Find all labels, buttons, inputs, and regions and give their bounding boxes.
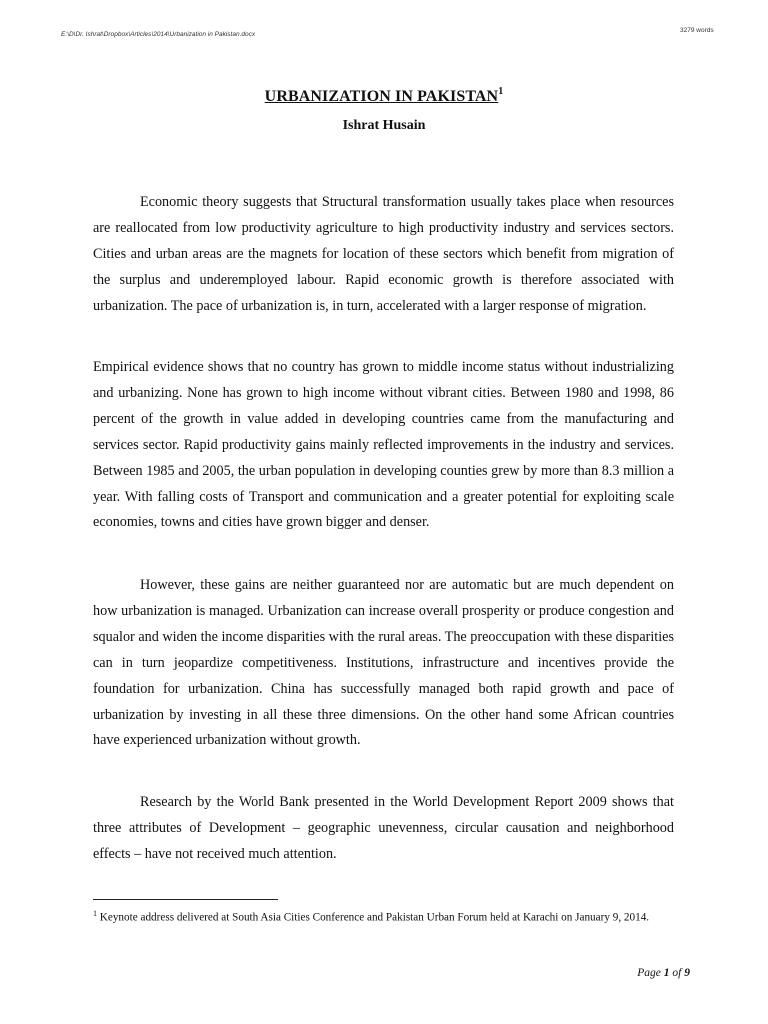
body-paragraph: Economic theory suggests that Structural transformation usually takes place when resources are reallocated from low productivity agriculture to high productivity industry and services sectors. Cities and urban areas are the magnets for location of these sectors which benefit from migration of the surplus and underemployed labour. Rapid economic growth is therefore associated with urbanization. The pace of urbanization is, in turn, accelerated with a larger response of migration. <box>93 194 674 314</box>
title-text: URBANIZATION IN PAKISTAN <box>264 88 499 105</box>
word-count-header: 3279 words <box>680 27 714 34</box>
body-paragraph: However, these gains are neither guaranteed nor are automatic but are much dependent on how urbanization is managed. Urbanization can increase overall prosperity or produce congestion and squalor and widen the income disparities with the rural areas. The preoccupation with these disparities can in turn jeopardize competitiveness. Institutions, infrastructure and incentives provide the foundation for urbanization. China has successfully managed both rapid growth and pace of urbanization by investing in all these three dimensions. On the other hand some African countries have experienced urbanization without growth. <box>93 577 674 749</box>
footnote-separator <box>93 899 278 900</box>
footnote <box>93 906 653 926</box>
total-pages: 9 <box>684 967 690 979</box>
body-paragraph: Empirical evidence shows that no country has grown to middle income status without industrializing and urbanizing. None has grown to high income without vibrant cities. Between 1980 and 1998, 86 percent of the growth in value added in developing countries came from the manufacturing and services sector. Rapid productivity gains mainly reflected improvements in the industry and services. Between 1985 and 2005, the urban population in developing counties grew by more than 8.3 million a year. With falling costs of Transport and communication and a greater potential for exploiting scale economies, towns and cities have grown bigger and denser. <box>93 359 674 531</box>
body-paragraph: Research by the World Bank presented in the World Development Report 2009 shows that three attributes of Development – geographic unevenness, circular causation and neighborhood effects – have not received much attention. <box>93 794 674 862</box>
document-title <box>0 88 768 106</box>
current-page: 1 <box>663 967 670 979</box>
footnote-text: Keynote address delivered at South Asia Cities Conference and Pakistan Urban Forum held at Karachi on January 9, 2014. <box>97 911 650 924</box>
author-name: Ishrat Husain <box>342 118 426 133</box>
file-path-header: E:\D\Dr. Ishrat\Dropbox\Articles\2014\Urbanization in Pakistan.docx <box>61 31 256 38</box>
page-label: Page <box>637 967 661 979</box>
title-footnote-mark: 1 <box>498 86 504 97</box>
footnote-mark: 1 <box>93 909 97 918</box>
of-label: of <box>672 967 682 979</box>
page-number <box>600 967 690 979</box>
